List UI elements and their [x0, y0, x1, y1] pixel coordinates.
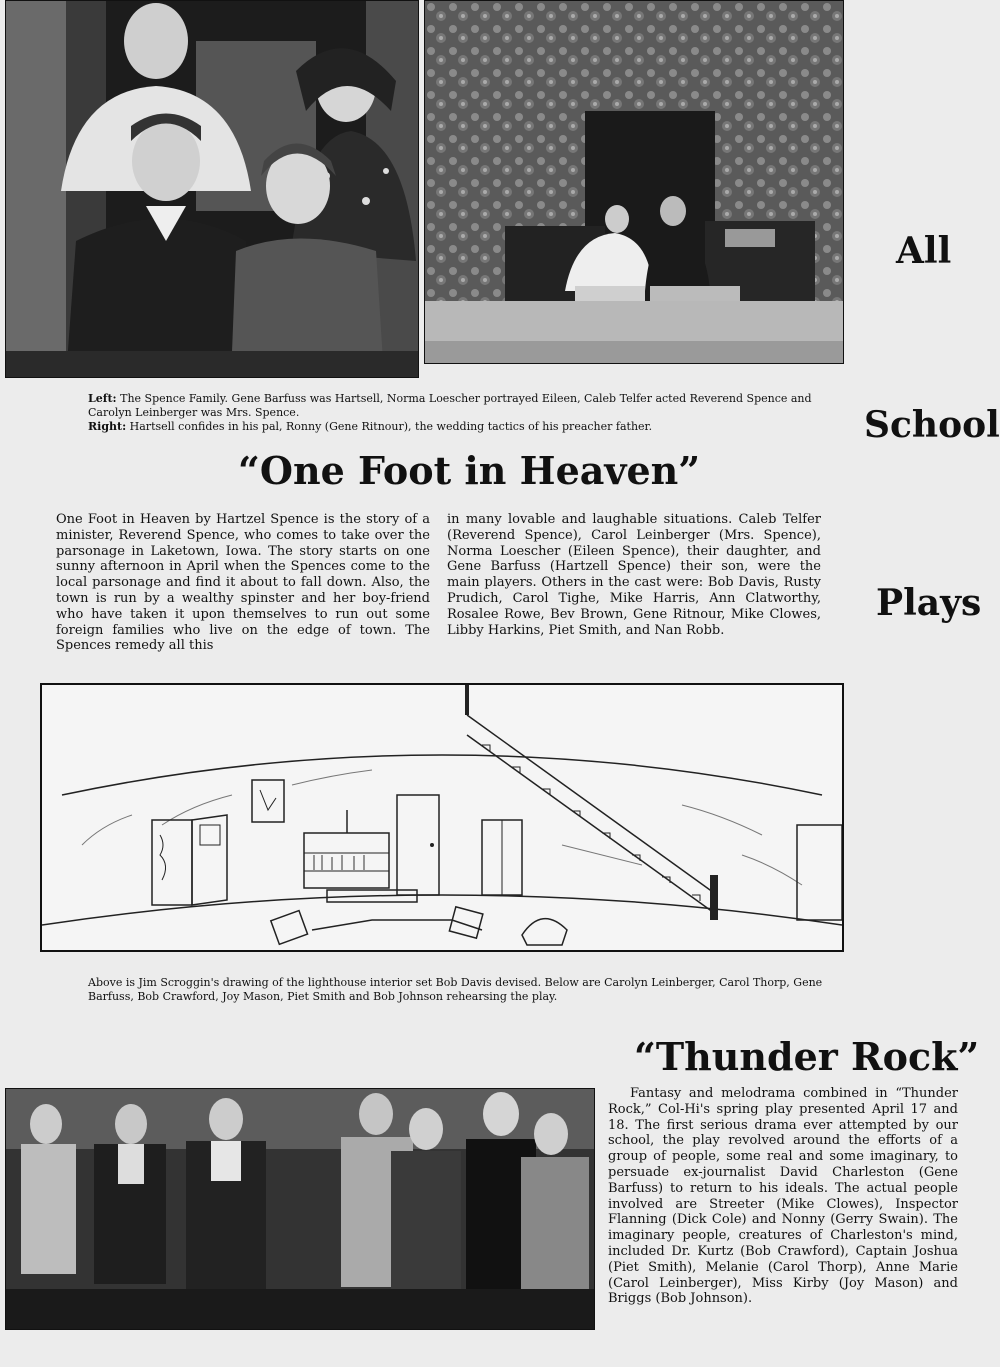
one-foot-col1: One Foot in Heaven by Hartzel Spence is the story of a minister, Reverend Spence, who comes to take over the parsonage in Laketown, Iowa. The story starts on one sunny afternoon in April when the Spences come to the local parsonage and find it about to fall down. Also, the town is run by a wealthy spinster and her boy-friend who have taken it upon themselves to run out some foreign families who live on the edge of town. The Spences remedy all this: [56, 512, 430, 654]
thunder-rock-title: “Thunder Rock”: [634, 1034, 980, 1079]
caption-left: [88, 392, 848, 420]
hartsell-ronny-photo: [424, 0, 844, 364]
caption-left-text: The Spence Family. Gene Barfuss was Hartsell, Norma Loescher portrayed Eileen, Caleb Telfer acted Reverend Spence and Carolyn Leinberger was Mrs. Spence.: [88, 392, 812, 419]
thunder-rock-rehearsal-photo: [5, 1088, 595, 1330]
one-foot-col2: in many lovable and laughable situations. Caleb Telfer (Reverend Spence), Carol Leinberger (Mrs. Spence), Norma Loescher (Eileen Spence), their daughter, and Gene Barfuss (Hartzell Spence) their son, were the main players. Others in the cast were: Bob Davis, Rusty Prudich, Carol Tighe, Mike Harris, Ann Clatworthy, Rosalee Rowe, Bev Brown, Gene Ritnour, Mike Clowes, Libby Harkins, Piet Smith, and Nan Robb.: [447, 512, 821, 638]
side-title-school: School: [864, 404, 1000, 446]
one-foot-in-heaven-title: “One Foot in Heaven”: [238, 448, 701, 493]
caption-right-label: Right:: [88, 420, 127, 433]
side-title-all: All: [896, 230, 952, 272]
side-title-plays: Plays: [876, 582, 982, 624]
top-photo-caption: [88, 392, 848, 434]
caption-right: [88, 420, 848, 434]
spence-family-photo: [5, 0, 419, 378]
caption-right-text: Hartsell confides in his pal, Ronny (Gene Ritnour), the wedding tactics of his preacher father.: [129, 420, 653, 433]
caption-left-label: Left:: [88, 392, 117, 405]
drawing-caption: Above is Jim Scroggin's drawing of the lighthouse interior set Bob Davis devised. Below are Carolyn Leinberger, Carol Thorp, Gene Barfuss, Bob Crawford, Joy Mason, Piet Smith and Bob Johnson rehearsing the play.: [88, 976, 823, 1003]
lighthouse-set-drawing: [40, 683, 844, 952]
thunder-rock-body: Fantasy and melodrama combined in “Thunder Rock,” Col-Hi's spring play presented April 17 and 18. The first serious drama ever attempted by our school, the play revolved around the efforts of a group of people, some real and some imaginary, to persuade ex-journalist David Charleston (Gene Barfuss) to return to his ideals. The actual people involved are Streeter (Mike Clowes), Inspector Flanning (Dick Cole) and Nonny (Gerry Swain). The imaginary people, creatures of Charleston's mind, included Dr. Kurtz (Bob Crawford), Captain Joshua (Piet Smith), Melanie (Carol Thorp), Anne Marie (Carol Leinberger), Miss Kirby (Joy Mason) and Briggs (Bob Johnson).: [608, 1086, 958, 1307]
